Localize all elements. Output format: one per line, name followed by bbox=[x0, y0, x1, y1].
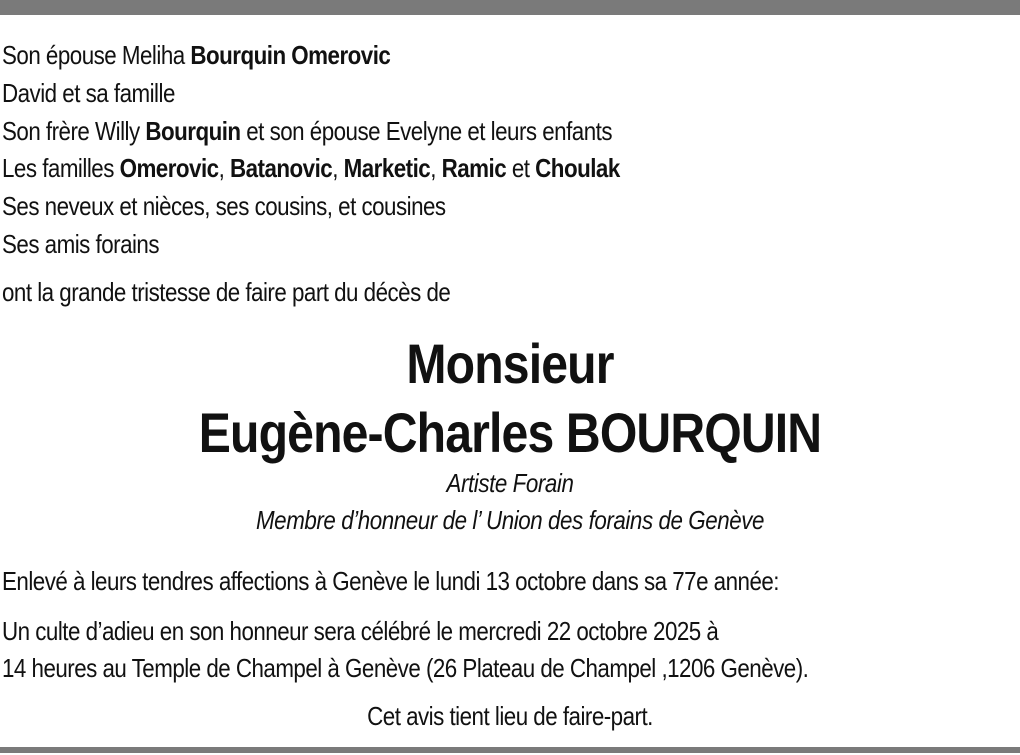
mourner-line-nephews bbox=[2, 188, 876, 226]
separator: , bbox=[332, 153, 344, 184]
separator: et bbox=[506, 153, 536, 184]
mourner-text: Son épouse Meliha bbox=[2, 40, 191, 70]
mourner-line-friends bbox=[2, 226, 876, 264]
mourner-text: et son épouse Evelyne et leurs enfants bbox=[240, 115, 613, 146]
family-name: Marketic bbox=[343, 153, 431, 184]
closing-note: Cet avis tient lieu de faire-part. bbox=[367, 701, 653, 731]
announcement-intro: ont la grande tristesse de faire part du décès de bbox=[2, 277, 451, 307]
family-name: Ramic bbox=[441, 153, 507, 184]
bottom-divider bbox=[0, 747, 1020, 753]
mourner-surname: Bourquin Omerovic bbox=[190, 40, 391, 70]
mourner-line-son bbox=[2, 75, 876, 113]
separator: , bbox=[218, 153, 230, 184]
mourner-surname: Bourquin bbox=[145, 115, 241, 146]
deceased-honorary-membership: Membre d’honneur de l’ Union des forains de Genève bbox=[255, 505, 765, 535]
service-details-line-1: Un culte d’adieu en son honneur sera célébré le mercredi 22 octobre 2025 à bbox=[2, 616, 719, 646]
mourner-line-families bbox=[2, 150, 876, 188]
mourner-line-spouse bbox=[2, 37, 876, 75]
family-name: Choulak bbox=[535, 153, 620, 184]
service-details-line-2: 14 heures au Temple de Champel à Genève (26 Plateau de Champel ,1206 Genève). bbox=[2, 653, 809, 683]
mourner-line-brother bbox=[2, 113, 876, 151]
mourner-text: Son frère Willy bbox=[2, 115, 146, 146]
mourner-text: Ses amis forains bbox=[2, 228, 160, 259]
top-divider bbox=[0, 0, 1020, 15]
death-details: Enlevé à leurs tendres affections à Genève le lundi 13 octobre dans sa 77e année: bbox=[2, 566, 779, 596]
mourners-list bbox=[2, 37, 1018, 264]
separator: , bbox=[430, 153, 442, 184]
deceased-name: Eugène-Charles BOURQUIN bbox=[198, 401, 822, 464]
deceased-profession: Artiste Forain bbox=[446, 468, 574, 498]
mourner-text: Les familles bbox=[2, 153, 120, 184]
family-name: Batanovic bbox=[229, 153, 333, 184]
family-name: Omerovic bbox=[119, 153, 219, 184]
deceased-honorific: Monsieur bbox=[406, 332, 614, 395]
mourner-text: David et sa famille bbox=[2, 77, 175, 108]
mourner-text: Ses neveux et nièces, ses cousins, et cousines bbox=[2, 191, 446, 222]
